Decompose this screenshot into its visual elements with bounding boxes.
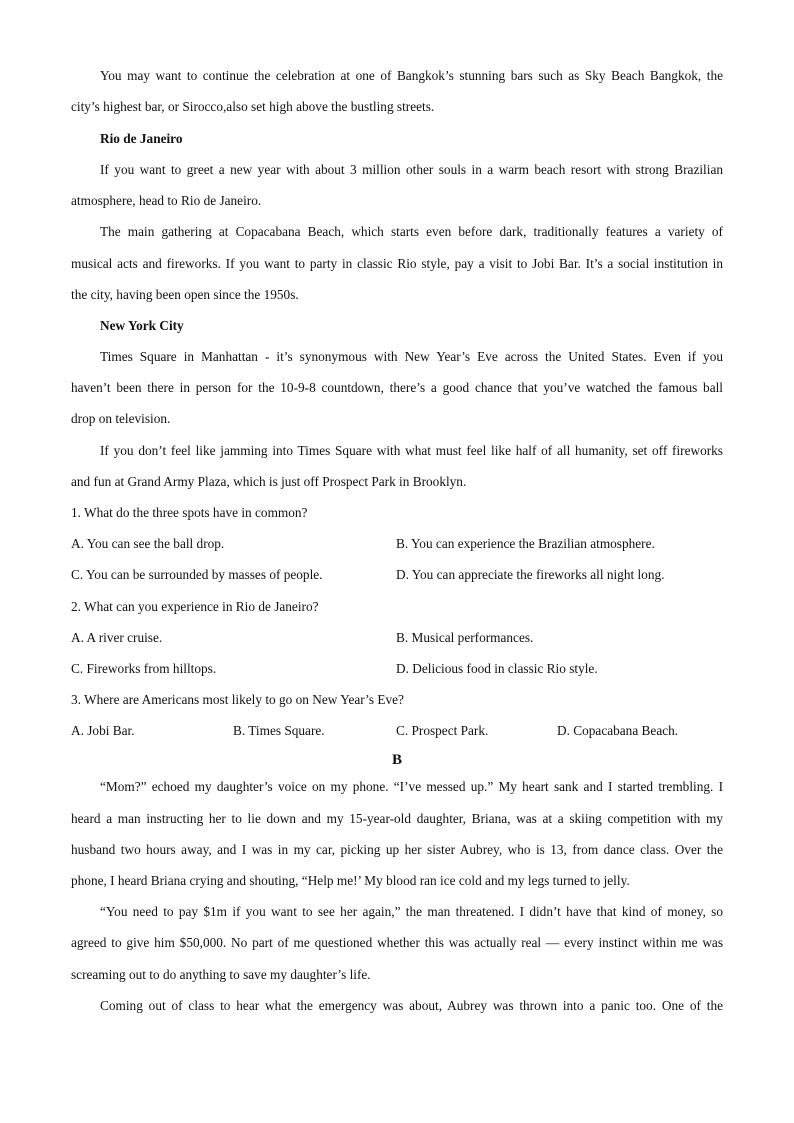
paragraph-line: Coming out of class to hear what the emergency was about, Aubrey was thrown into a panic too. One of the — [100, 998, 723, 1013]
paragraph-line: the city, having been open since the 1950s. — [71, 287, 299, 302]
section-heading-rio: Rio de Janeiro — [100, 131, 183, 146]
question-stem: 1. What do the three spots have in common? — [71, 505, 308, 520]
paragraph-line: atmosphere, head to Rio de Janeiro. — [71, 193, 262, 208]
answer-option: A. A river cruise. — [71, 630, 163, 645]
section-heading-nyc: New York City — [100, 318, 184, 333]
answer-option: B. Musical performances. — [396, 630, 534, 645]
paragraph-line: and fun at Grand Army Plaza, which is just off Prospect Park in Brooklyn. — [71, 474, 467, 489]
answer-option: D. Copacabana Beach. — [557, 723, 679, 738]
paragraph-line: “You need to pay $1m if you want to see her again,” the man threatened. I didn’t have that kind of money, so — [100, 904, 723, 919]
answer-option: C. Prospect Park. — [396, 723, 489, 738]
answer-option: C. You can be surrounded by masses of people. — [71, 567, 323, 582]
paragraph-line: haven’t been there in person for the 10-9-8 countdown, there’s a good chance that you’ve watched the famous ball — [71, 380, 723, 395]
answer-option: C. Fireworks from hilltops. — [71, 661, 217, 676]
paragraph-line: city’s highest bar, or Sirocco,also set high above the bustling streets. — [71, 99, 435, 114]
paragraph-line: agreed to give him $50,000. No part of me questioned whether this was actually real — every instinct within me was — [71, 935, 723, 950]
answer-option: A. Jobi Bar. — [71, 723, 135, 738]
paragraph-line: phone, I heard Briana crying and shouting, “Help me!’ My blood ran ice cold and my legs turned to jelly. — [71, 873, 630, 888]
question-stem: 3. Where are Americans most likely to go on New Year’s Eve? — [71, 692, 404, 707]
answer-option: B. Times Square. — [233, 723, 325, 738]
paragraph-line: The main gathering at Copacabana Beach, which starts even before dark, traditionally features a variety of — [100, 224, 723, 239]
paragraph-line: husband two hours away, and I was in my car, picking up her sister Aubrey, who is 13, from dance class. Over the — [71, 842, 723, 857]
answer-option: A. You can see the ball drop. — [71, 536, 225, 551]
paragraph-line: If you don’t feel like jamming into Times Square with what must feel like half of all humanity, set off fireworks — [100, 443, 723, 458]
question-stem: 2. What can you experience in Rio de Janeiro? — [71, 599, 319, 614]
answer-option: D. Delicious food in classic Rio style. — [396, 661, 598, 676]
paragraph-line: drop on television. — [71, 411, 171, 426]
answer-option: B. You can experience the Brazilian atmosphere. — [396, 536, 655, 551]
paragraph-line: Times Square in Manhattan - it’s synonymous with New Year’s Eve across the United States. Even if you — [100, 349, 723, 364]
paragraph-line: screaming out to do anything to save my daughter’s life. — [71, 967, 371, 982]
paragraph-line: You may want to continue the celebration at one of Bangkok’s stunning bars such as Sky Beach Bangkok, the — [100, 68, 723, 83]
paragraph-line: “Mom?” echoed my daughter’s voice on my phone. “I’ve messed up.” My heart sank and I started trembling. I — [100, 779, 723, 794]
section-label-b: B — [391, 752, 402, 768]
paragraph-line: musical acts and fireworks. If you want to party in classic Rio style, pay a visit to Jobi Bar. It’s a social institution in — [71, 256, 723, 271]
paragraph-line: heard a man instructing her to lie down and my 15-year-old daughter, Briana, was at a skiing competition with my — [71, 811, 723, 826]
paragraph-line: If you want to greet a new year with about 3 million other souls in a warm beach resort with strong Brazilian — [100, 162, 723, 177]
answer-option: D. You can appreciate the fireworks all night long. — [396, 567, 665, 582]
